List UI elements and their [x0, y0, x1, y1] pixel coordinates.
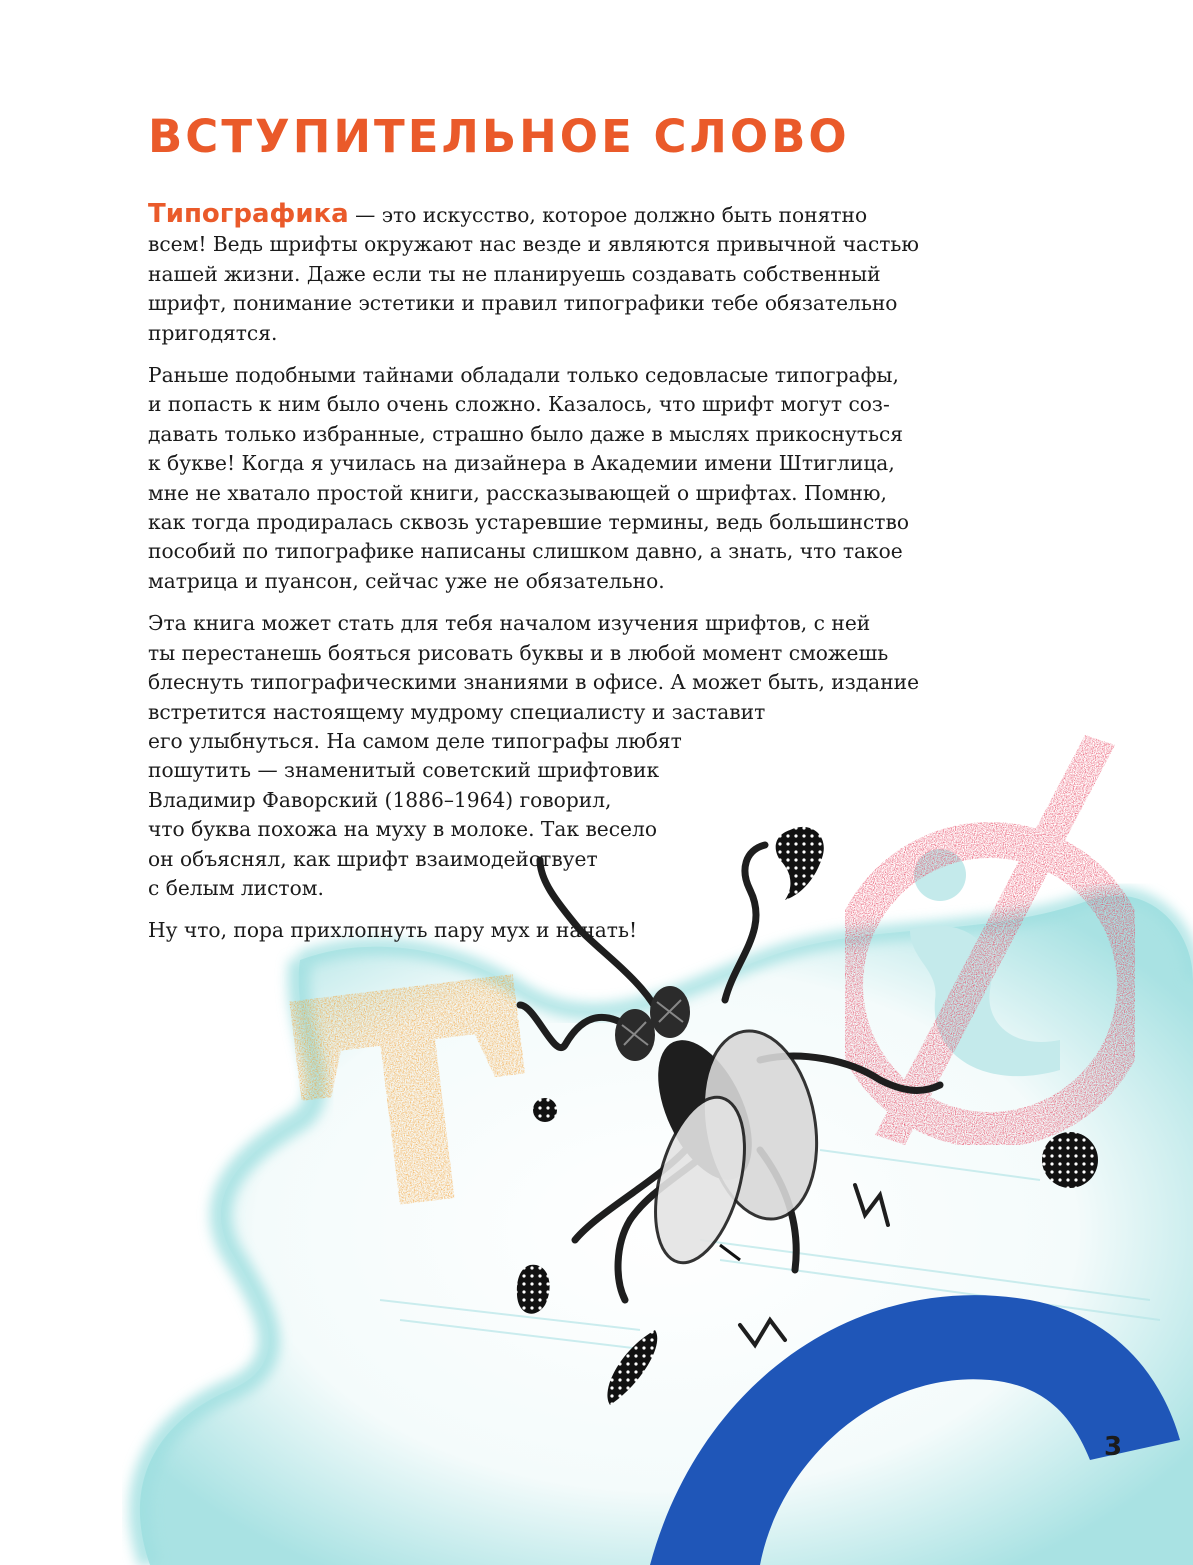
paragraph-3-line-5: его улыбнуться. На самом деле типографы любят	[148, 728, 682, 753]
paragraph-2-line-6: как тогда продиралась сквозь устаревшие термины, ведь большинство	[148, 510, 909, 535]
paragraph-3-line-4: встретится настоящему мудрому специалисту и заставит	[148, 699, 766, 724]
paragraph-3-line-10: с белым листом.	[148, 875, 324, 900]
paragraph-3-line-9: он объяснял, как шрифт взаимодействует	[148, 846, 598, 871]
page-number: 3	[1104, 1432, 1123, 1462]
paragraph-3-line-8: что буква похожа на муху в молоке. Так весело	[148, 817, 657, 842]
lead-term: Типографика	[148, 199, 349, 229]
body-text	[148, 200, 958, 959]
paragraph-1-line-1	[148, 200, 958, 230]
paragraph-2-line-2: и попасть к ним было очень сложно. Казалось, что шрифт могут соз-	[148, 392, 890, 417]
paragraph-4	[148, 916, 958, 945]
paragraph-3	[148, 609, 958, 903]
paragraph-1-line-3: нашей жизни. Даже если ты не планируешь создавать собственный	[148, 261, 881, 286]
paragraph-2	[148, 361, 958, 596]
paragraph-2-line-5: мне не хватало простой книги, рассказывающей о шрифтах. Помню,	[148, 480, 887, 505]
paragraph-4-line-1: Ну что, пора прихлопнуть пару мух и начать!	[148, 918, 638, 943]
paragraph-1-line-1-text: — это искусство, которое должно быть понятно	[348, 203, 868, 227]
paragraph-3-line-3: блеснуть типографическими знаниями в офисе. А может быть, издание	[148, 670, 920, 695]
paragraph-3-line-2: ты перестанешь бояться рисовать буквы и в любой момент сможешь	[148, 640, 889, 665]
paragraph-2-line-8: матрица и пуансон, сейчас уже не обязательно.	[148, 568, 665, 593]
paragraph-2-line-1: Раньше подобными тайнами обладали только седовласые типографы,	[148, 363, 899, 388]
paragraph-3-line-6: пошутить — знаменитый советский шрифтовик	[148, 758, 660, 783]
paragraph-2-line-7: пособий по типографике написаны слишком давно, а знать, что такое	[148, 539, 903, 564]
paragraph-1	[148, 200, 958, 348]
page-title	[148, 112, 850, 162]
paragraph-3-line-7: Владимир Фаворский (1886–1964) говорил,	[148, 787, 612, 812]
page-title-text: ВСТУПИТЕЛЬНОЕ СЛОВО	[148, 110, 850, 163]
paragraph-1-line-4: шрифт, понимание эстетики и правил типографики тебе обязательно	[148, 291, 898, 316]
paragraph-1-line-2: всем! Ведь шрифты окружают нас везде и являются привычной частью	[148, 232, 919, 257]
paragraph-1-line-5: пригодятся.	[148, 320, 278, 345]
paragraph-2-line-4: к букве! Когда я училась на дизайнера в Академии имени Штиглица,	[148, 451, 895, 476]
paragraph-2-line-3: давать только избранные, страшно было даже в мыслях прикоснуться	[148, 421, 904, 446]
paragraph-3-line-1: Эта книга может стать для тебя началом изучения шрифтов, с ней	[148, 611, 871, 636]
